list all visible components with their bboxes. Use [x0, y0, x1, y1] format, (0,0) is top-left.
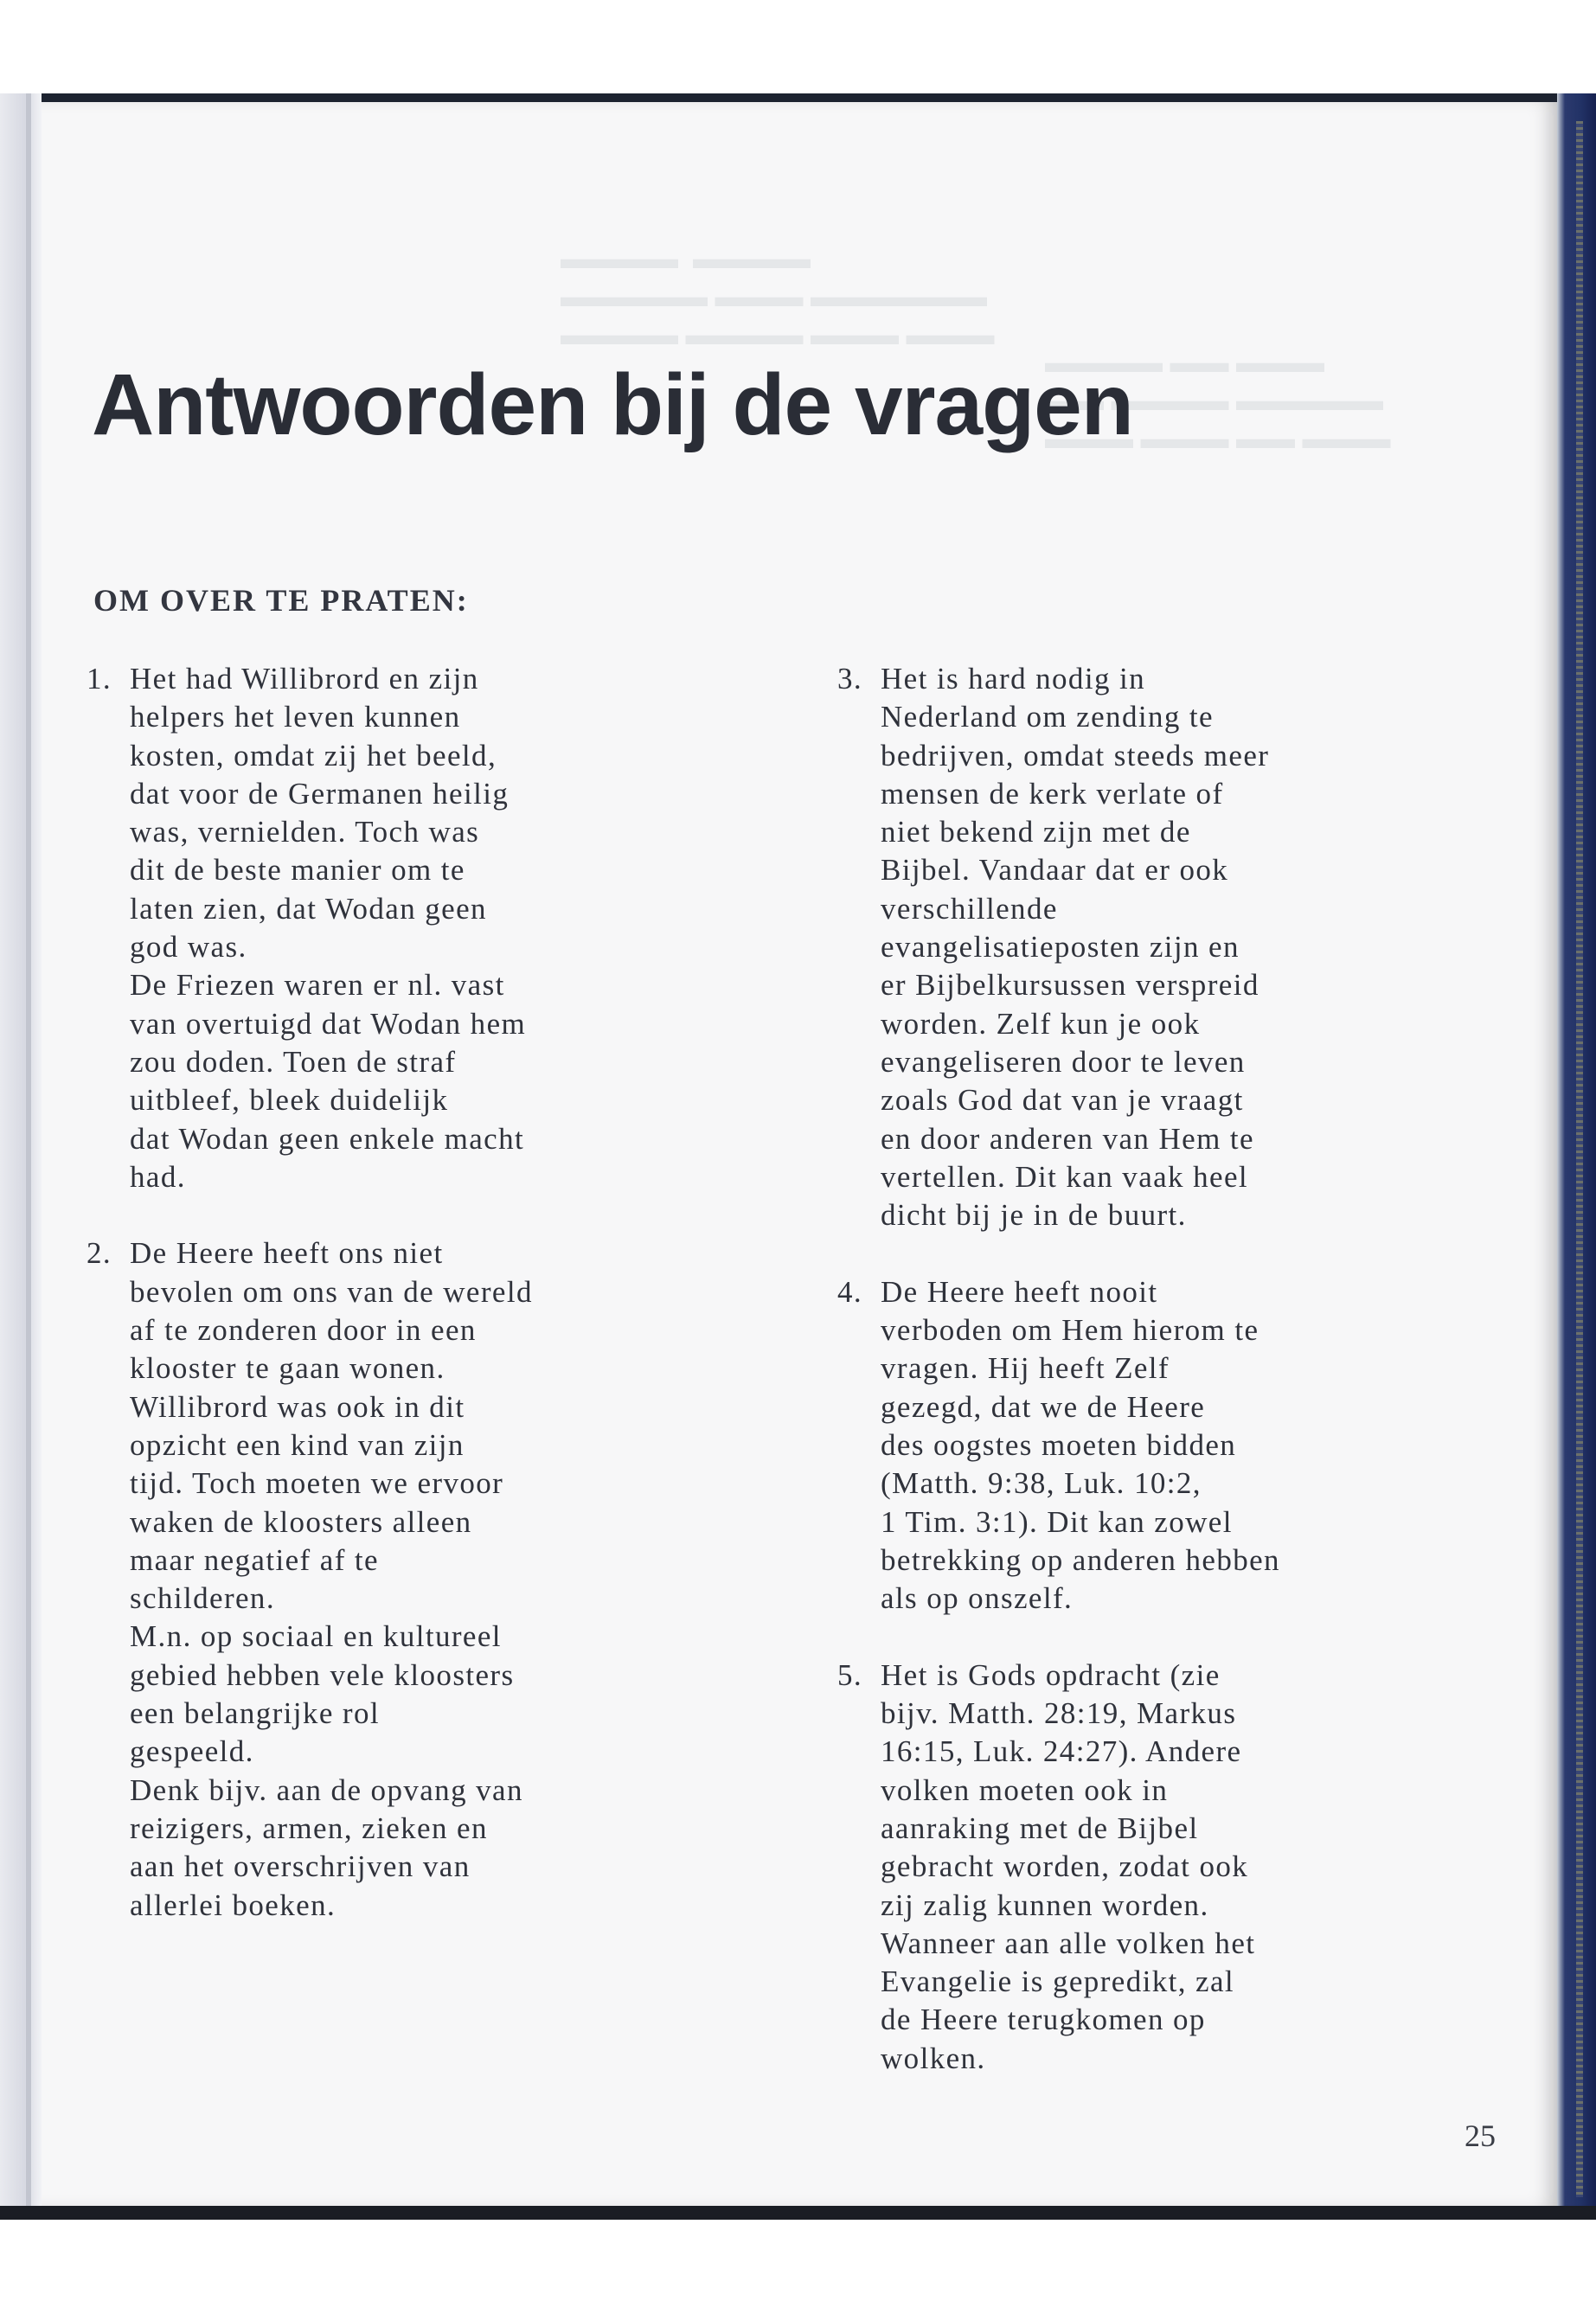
answer-line: evangelisatieposten zijn en: [881, 930, 1240, 965]
answer-line: kosten, omdat zij het beeld,: [130, 738, 497, 772]
answer-line: Denk bijv. aan de opvang van: [130, 1772, 523, 1807]
answer-item-5: [837, 1657, 1374, 2078]
answer-line: gezegd, dat we de Heere: [881, 1389, 1206, 1424]
answer-line: evangeliseren door te leven: [881, 1044, 1246, 1079]
page-title: Antwoorden bij de vragen: [92, 356, 1133, 453]
answer-line: Wanneer aan alle volken het: [881, 1926, 1256, 1960]
answer-number: 5.: [837, 1657, 863, 1692]
answer-line: 16:15, Luk. 24:27). Andere: [881, 1734, 1242, 1769]
answer-line: dit de beste manier om te: [130, 853, 465, 888]
answer-item-1: [87, 660, 623, 1196]
bleed-through-texture-2: ▬▬▬▬ ▬▬ ▬▬▬ ▬▬ ▬▬▬▬ ▬▬▬▬▬ ▬▬▬ ▬▬▬ ▬▬ ▬▬▬: [1045, 347, 1391, 455]
answer-line: 1 Tim. 3:1). Dit kan zowel: [881, 1504, 1233, 1539]
answer-line: zij zalig kunnen worden.: [881, 1888, 1209, 1922]
answer-line: des oogstes moeten bidden: [881, 1427, 1237, 1462]
answer-line: bevolen om ons van de wereld: [130, 1274, 533, 1309]
answer-line: helpers het leven kunnen: [130, 700, 461, 734]
page-number: 25: [1465, 2118, 1496, 2153]
book-page: [42, 102, 1557, 2206]
answer-line: reizigers, armen, zieken en: [130, 1811, 488, 1845]
answer-line: verschillende: [881, 891, 1058, 926]
section-heading: OM OVER TE PRATEN:: [93, 583, 469, 618]
answer-line: bedrijven, omdat steeds meer: [881, 738, 1270, 772]
left-column: [87, 660, 623, 1963]
answer-line: laten zien, dat Wodan geen: [130, 891, 487, 926]
answer-line: schilderen.: [130, 1581, 275, 1616]
answer-number: 1.: [87, 662, 112, 695]
answer-line: vertellen. Dit kan vaak heel: [881, 1159, 1249, 1194]
answer-line: verboden om Hem hierom te: [881, 1313, 1259, 1348]
answer-line: volken moeten ook in: [881, 1772, 1169, 1807]
answer-line: M.n. op sociaal en kultureel: [130, 1619, 502, 1654]
answer-line: aan het overschrijven van: [130, 1849, 471, 1884]
answer-line: was, vernielden. Toch was: [130, 815, 480, 849]
answer-line: bijv. Matth. 28:19, Markus: [881, 1696, 1237, 1731]
scan-top-edge: [0, 93, 1596, 102]
answer-line: een belangrijke rol: [130, 1696, 380, 1731]
answer-line: als op onszelf.: [881, 1581, 1074, 1616]
answer-line: Het had Willibrord en zijn: [130, 662, 479, 695]
binding-line: [26, 93, 31, 2220]
answer-line: tijd. Toch moeten we ervoor: [130, 1466, 504, 1501]
right-column: [837, 660, 1374, 2116]
answer-number: 4.: [837, 1274, 863, 1309]
answer-line: maar negatief af te: [130, 1542, 379, 1577]
answer-item-4: [837, 1273, 1374, 1618]
answer-line: Het is Gods opdracht (zie: [881, 1657, 1221, 1692]
answer-line: gespeeld.: [130, 1734, 254, 1769]
answer-item-3: [837, 660, 1374, 1234]
answer-item-2: [87, 1234, 623, 1924]
answer-line: uitbleef, bleek duidelijk: [130, 1083, 449, 1118]
answer-line: vragen. Hij heeft Zelf: [881, 1351, 1170, 1386]
answer-line: opzicht een kind van zijn: [130, 1427, 465, 1462]
scan-bottom-edge: [0, 2206, 1596, 2220]
answer-line: De Friezen waren er nl. vast: [130, 968, 505, 1003]
answer-line: waken de kloosters alleen: [130, 1504, 472, 1539]
answer-line: zoals God dat van je vraagt: [881, 1083, 1244, 1118]
answer-line: had.: [130, 1159, 186, 1194]
answer-line: Evangelie is gepredikt, zal: [881, 1965, 1235, 1999]
answer-line: wolken.: [881, 2041, 986, 2075]
answer-line: aanraking met de Bijbel: [881, 1811, 1199, 1845]
answer-line: gebied hebben vele kloosters: [130, 1657, 515, 1692]
answer-line: dat Wodan geen enkele macht: [130, 1121, 525, 1156]
answer-line: allerlei boeken.: [130, 1888, 337, 1922]
answer-line: en door anderen van Hem te: [881, 1121, 1254, 1156]
answer-line: zou doden. Toen de straf: [130, 1044, 457, 1079]
answer-line: Het is hard nodig in: [881, 662, 1146, 695]
cover-texture: [1576, 121, 1583, 2197]
answer-line: Willibrord was ook in dit: [130, 1389, 465, 1424]
answer-line: De Heere heeft ons niet: [130, 1236, 444, 1271]
answer-number: 3.: [837, 662, 863, 695]
answer-line: gebracht worden, zodat ook: [881, 1849, 1249, 1884]
answer-line: klooster te gaan wonen.: [130, 1351, 445, 1386]
answer-line: dicht bij je in de buurt.: [881, 1198, 1187, 1233]
answer-line: (Matth. 9:38, Luk. 10:2,: [881, 1466, 1202, 1501]
answer-line: niet bekend zijn met de: [881, 815, 1191, 849]
answer-line: De Heere heeft nooit: [881, 1274, 1158, 1309]
answer-line: worden. Zelf kun je ook: [881, 1006, 1201, 1041]
scan-left-edge: [0, 93, 42, 2220]
answer-line: betrekking op anderen hebben: [881, 1542, 1280, 1577]
bleed-through-texture: ▬▬▬▬ ▬▬▬▬ ▬▬▬▬▬ ▬▬▬ ▬▬▬▬▬▬ ▬▬▬▬ ▬▬▬▬ ▬▬▬ ▬▬▬: [561, 243, 995, 351]
answer-line: dat voor de Germanen heilig: [130, 776, 510, 811]
answer-line: van overtuigd dat Wodan hem: [130, 1006, 527, 1041]
answer-line: god was.: [130, 930, 247, 965]
answer-line: de Heere terugkomen op: [881, 2003, 1206, 2037]
answer-line: af te zonderen door in een: [130, 1313, 477, 1348]
answer-line: er Bijbelkursussen verspreid: [881, 968, 1259, 1003]
answer-line: Bijbel. Vandaar dat er ook: [881, 853, 1229, 888]
answer-line: Nederland om zending te: [881, 700, 1214, 734]
answer-number: 2.: [87, 1236, 112, 1271]
answer-line: mensen de kerk verlate of: [881, 776, 1224, 811]
